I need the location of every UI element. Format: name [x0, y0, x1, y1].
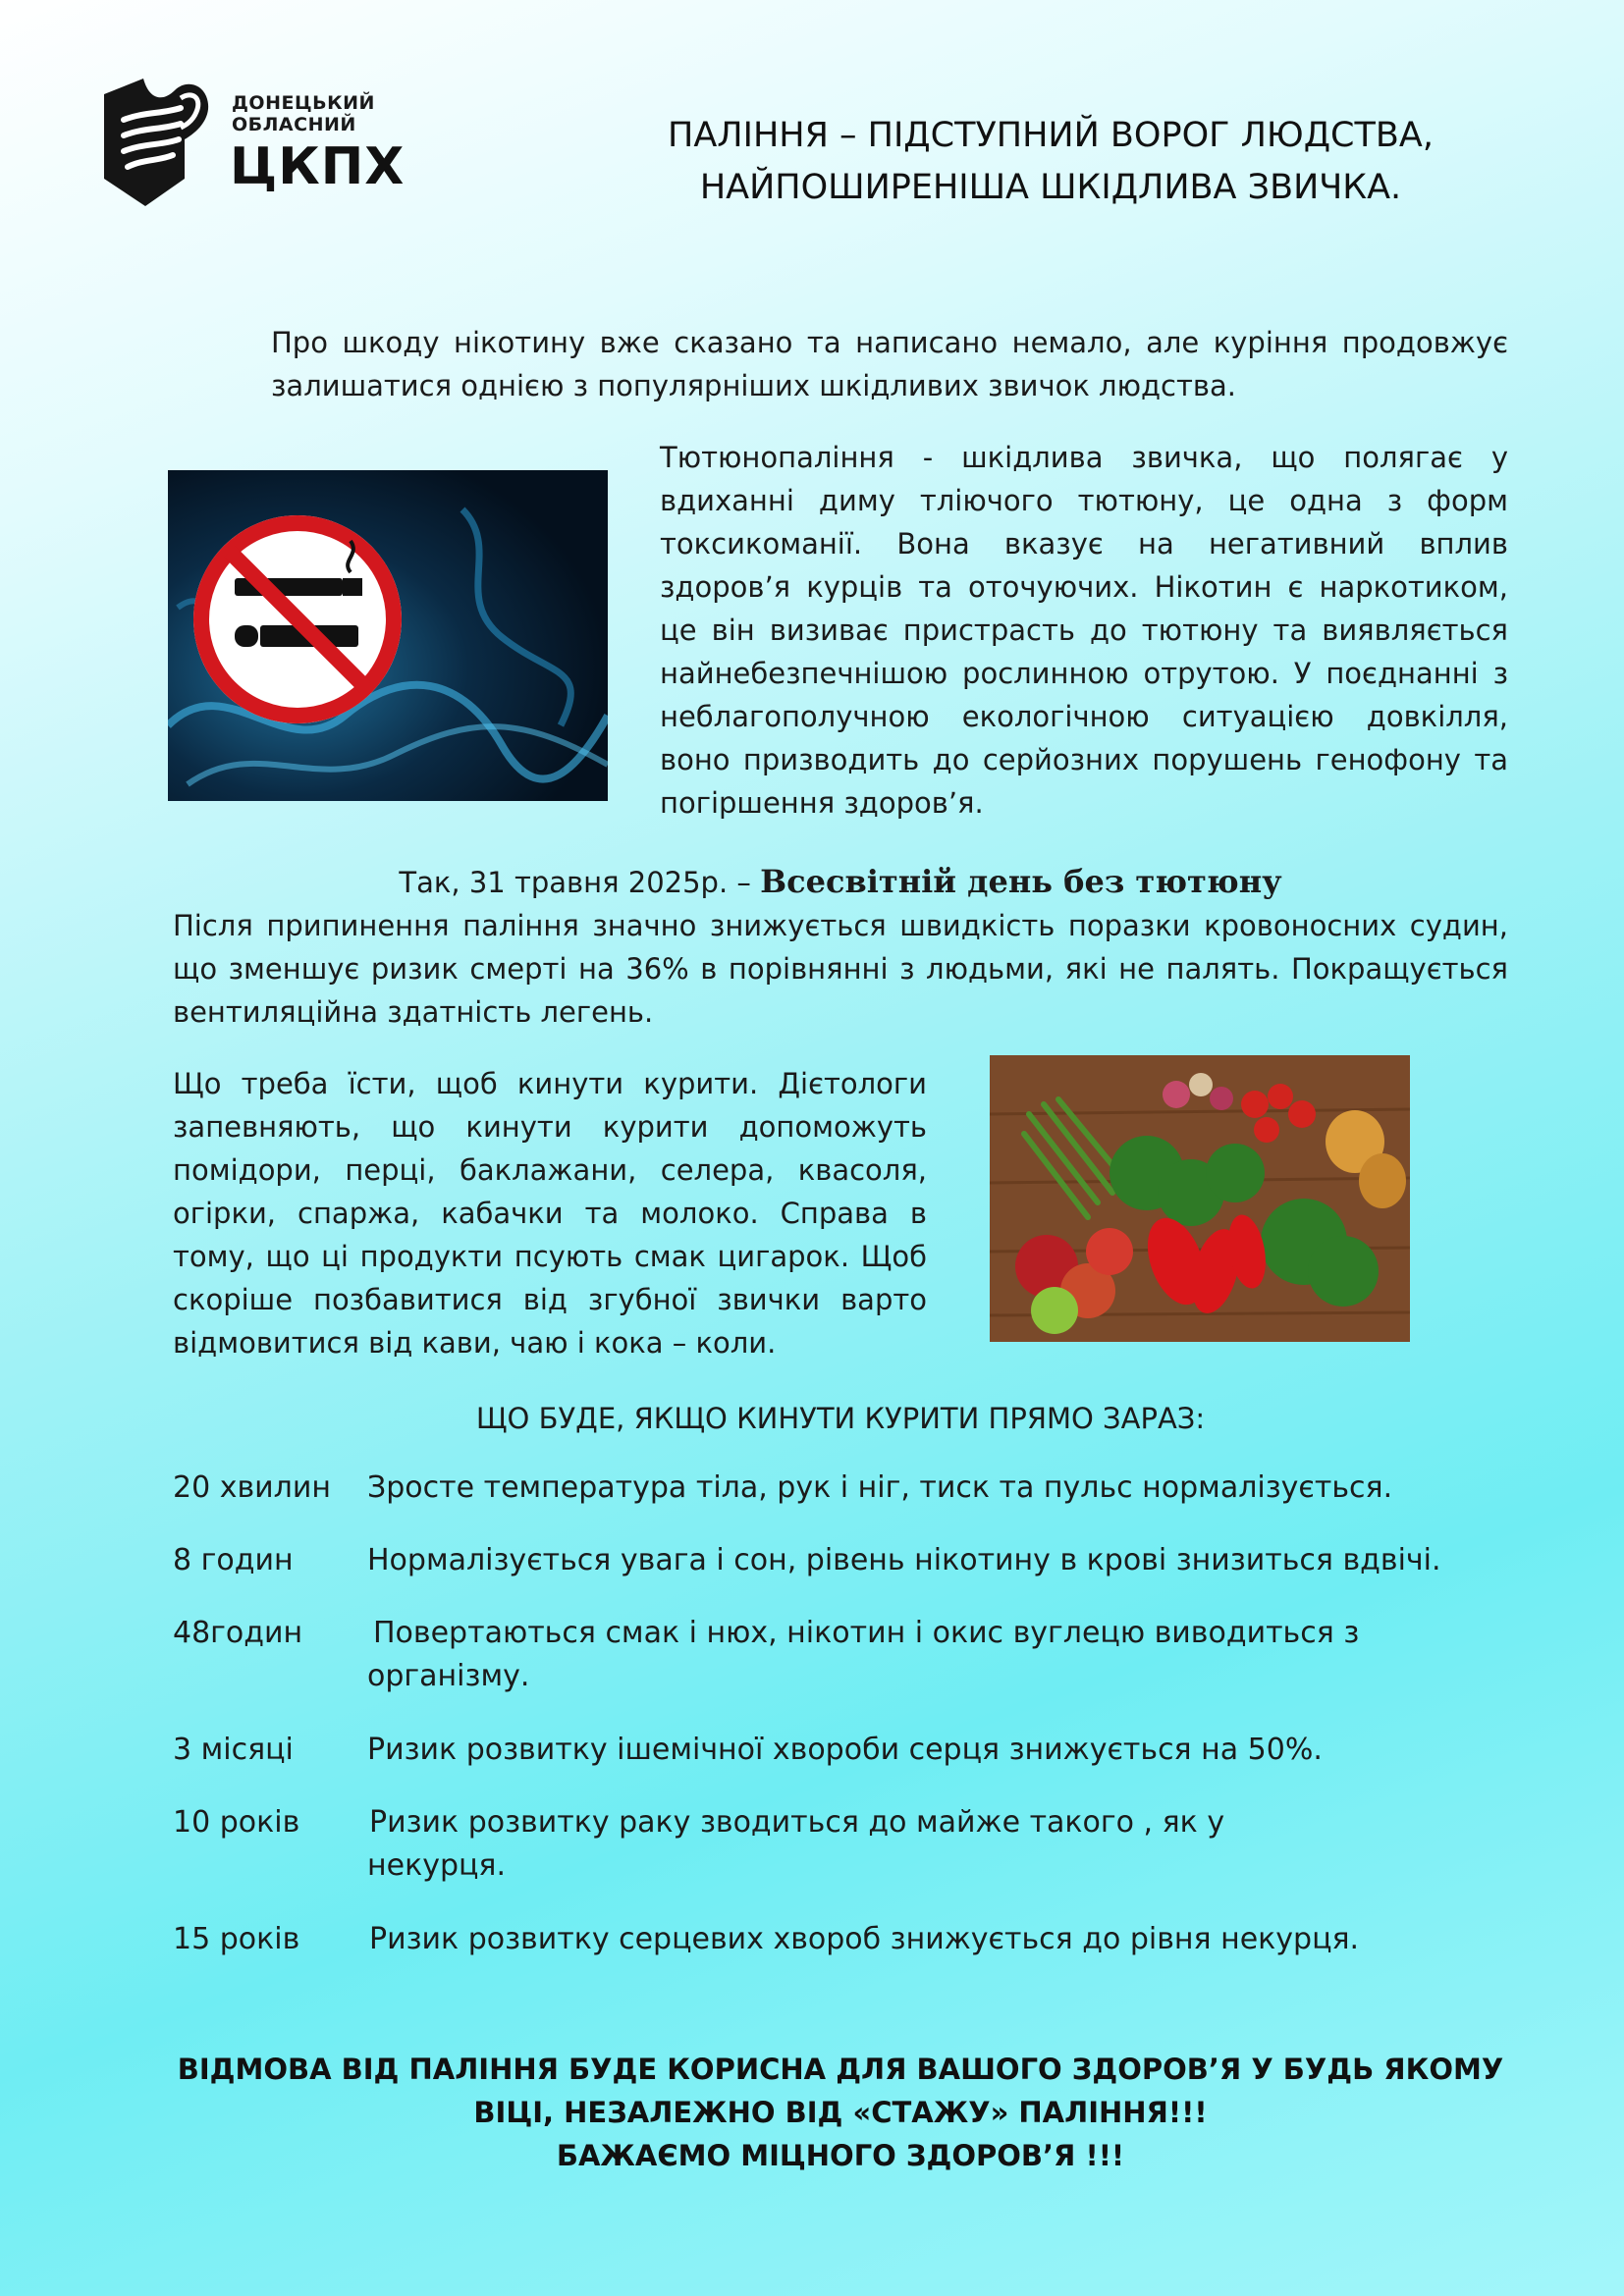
timeline-period: 48годин — [173, 1616, 303, 1650]
day-line-date: Так, 31 травня 2025р. – — [399, 866, 751, 899]
organization-logo — [90, 73, 405, 210]
timeline-period: 8 годин — [173, 1543, 294, 1577]
timeline-period: 15 років — [173, 1922, 300, 1956]
logo-abbreviation: ЦКПХ — [230, 137, 406, 196]
what-to-eat-paragraph: Що треба їсти, щоб кинути курити. Дієтологи запевняють, що кинути курити допоможуть помідори, перці, баклажани, селера, квасоля, огірки, спаржа, кабачки та молоко. Справа в тому, що ці продукти псують смак цигарок. Щоб скоріше позбавитися від згубної звички варто відмовитися від кави, чаю і кока – коли. — [173, 1067, 927, 1360]
logo-line-2: ОБЛАСНИЙ — [232, 114, 356, 135]
title-line-1: ПАЛІННЯ – ПІДСТУПНИЙ ВОРОГ ЛЮДСТВА, — [668, 116, 1434, 155]
shield-emblem-icon — [90, 73, 228, 210]
timeline-effect: Ризик розвитку серцевих хвороб знижується до рівня некурця. — [369, 1922, 1360, 1956]
after-quitting-paragraph: Після припинення паління значно знижується швидкість поразки кровоносних судин, що зменшує ризик смерті на 36% в порівнянні з людьми, які не палять. Покращується вентиляційна здатність легень. — [173, 909, 1508, 1029]
timeline-effect: Нормалізується увага і сон, рівень нікотину в крові знизиться вдвічі. — [367, 1543, 1441, 1577]
timeline-effect — [367, 1612, 1492, 1698]
timeline-effect-line: Повертаються смак і нюх, нікотин і окис вуглецю виводиться з — [373, 1616, 1360, 1650]
closing-line-1: ВІДМОВА ВІД ПАЛІННЯ БУДЕ КОРИСНА ДЛЯ ВАШОГО ЗДОРОВ’Я У БУДЬ ЯКОМУ — [177, 2053, 1504, 2086]
timeline-effect-line: Ризик розвитку раку зводиться до майже такого , як у — [369, 1805, 1225, 1840]
timeline-period: 3 місяці — [173, 1733, 294, 1767]
vegetables-image — [990, 1055, 1410, 1342]
timeline-effect — [369, 1801, 1489, 1888]
timeline-effect-line: некурця. — [367, 1848, 506, 1883]
closing-line-2: ВІЦІ, НЕЗАЛЕЖНО ВІД «СТАЖУ» ПАЛІННЯ!!! — [473, 2096, 1208, 2129]
tobacco-paragraph: Тютюнопаління - шкідлива звичка, що полягає у вдиханні диму тліючого тютюну, це одна з форм токсикоманії. Вона вказує на негативний вплив здоров’я курців та оточуючих. Нікотин є наркотиком, це він визиває пристрасть до тютюну та виявляється найнебезпечнішою рослинною отрутою. У поєднанні з неблагополучною екологічною ситуацією довкілля, воно призводить до серйозних порушень генофону та погіршення здоров’я. — [660, 441, 1508, 820]
timeline-effect: Зросте температура тіла, рук і ніг, тиск та пульс нормалізується. — [367, 1470, 1393, 1505]
logo-line-1: ДОНЕЦЬКИЙ — [232, 92, 375, 114]
intro-paragraph — [173, 321, 1508, 407]
no-smoking-image — [168, 470, 608, 801]
timeline-period: 10 років — [173, 1805, 300, 1840]
timeline-effect: Ризик розвитку ішемічної хвороби серця знижується на 50%. — [367, 1733, 1323, 1767]
logo-text — [232, 92, 375, 135]
page-title — [550, 110, 1551, 214]
day-line-emphasis: Всесвітній день без тютюну — [760, 863, 1282, 900]
world-no-tobacco-day-line — [173, 860, 1508, 904]
closing-line-3: БАЖАЄМО МІЦНОГО ЗДОРОВ’Я !!! — [556, 2139, 1125, 2172]
closing-message — [173, 2048, 1508, 2177]
timeline-effect-line: організму. — [367, 1659, 530, 1693]
title-line-2: НАЙПОШИРЕНІША ШКІДЛИВА ЗВИЧКА. — [699, 168, 1402, 207]
timeline-heading: ЩО БУДЕ, ЯКЩО КИНУТИ КУРИТИ ПРЯМО ЗАРАЗ: — [475, 1402, 1206, 1435]
timeline-period: 20 хвилин — [173, 1470, 331, 1505]
intro-text: Про шкоду нікотину вже сказано та написано немало, але куріння продовжує залишатися однією з популярніших шкідливих звичок людства. — [271, 326, 1508, 402]
